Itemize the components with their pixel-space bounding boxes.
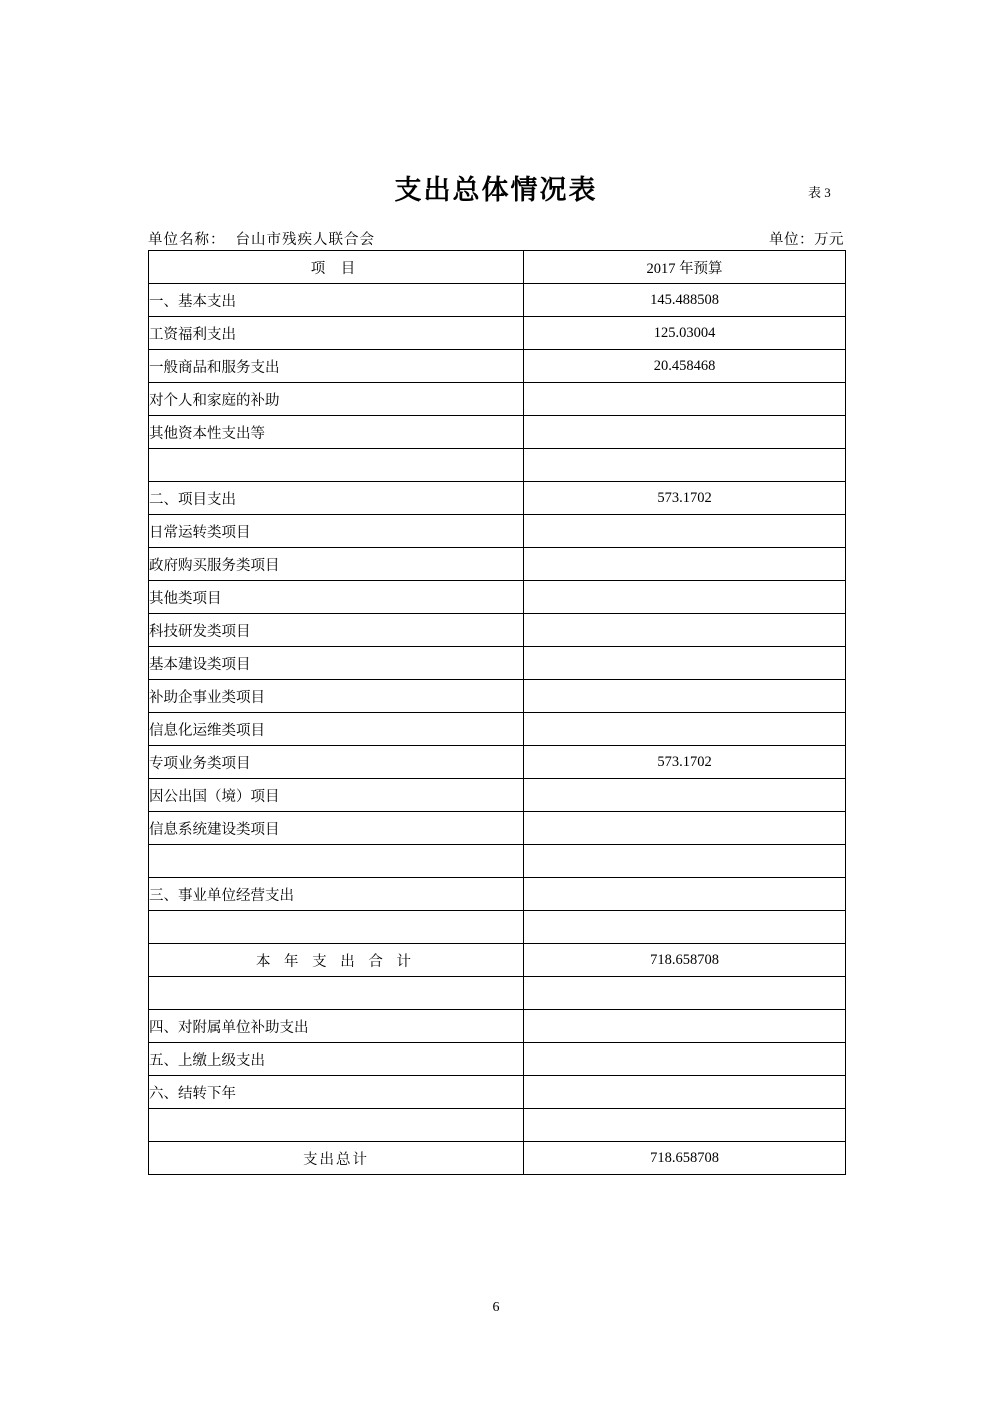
unit-name-label: 单位名称： <box>148 232 226 248</box>
table-row <box>149 416 846 449</box>
table-row <box>149 515 846 548</box>
title-row <box>0 168 992 207</box>
row-label: 补助企事业类项目 <box>149 680 524 713</box>
row-label: 对个人和家庭的补助 <box>149 383 524 416</box>
row-value <box>524 911 846 944</box>
table-row <box>149 1109 846 1142</box>
row-value <box>524 515 846 548</box>
table-row <box>149 977 846 1010</box>
row-label <box>149 1109 524 1142</box>
row-label: 基本建设类项目 <box>149 647 524 680</box>
row-value <box>524 812 846 845</box>
row-value: 573.1702 <box>524 746 846 779</box>
row-value <box>524 449 846 482</box>
row-label: 信息化运维类项目 <box>149 713 524 746</box>
table-row <box>149 350 846 383</box>
row-label: 日常运转类项目 <box>149 515 524 548</box>
table-row <box>149 1043 846 1076</box>
row-value: 573.1702 <box>524 482 846 515</box>
row-label: 科技研发类项目 <box>149 614 524 647</box>
table-row <box>149 1076 846 1109</box>
row-label: 五、上缴上级支出 <box>149 1043 524 1076</box>
row-label <box>149 977 524 1010</box>
row-value: 718.658708 <box>524 944 846 977</box>
row-label: 二、项目支出 <box>149 482 524 515</box>
row-label: 一般商品和服务支出 <box>149 350 524 383</box>
table-body <box>149 284 846 1175</box>
table-row <box>149 713 846 746</box>
row-label: 本 年 支 出 合 计 <box>149 944 524 977</box>
unit-name-value: 台山市残疾人联合会 <box>235 232 375 248</box>
row-value <box>524 416 846 449</box>
row-label: 政府购买服务类项目 <box>149 548 524 581</box>
row-label: 信息系统建设类项目 <box>149 812 524 845</box>
page-title: 支出总体情况表 <box>394 175 598 205</box>
table-header <box>149 251 846 284</box>
row-value <box>524 977 846 1010</box>
table-row <box>149 449 846 482</box>
table-row <box>149 383 846 416</box>
row-label: 其他资本性支出等 <box>149 416 524 449</box>
table-row <box>149 911 846 944</box>
row-value <box>524 383 846 416</box>
table-row <box>149 746 846 779</box>
row-label: 三、事业单位经营支出 <box>149 878 524 911</box>
unit-name-group <box>148 228 375 249</box>
row-value <box>524 1043 846 1076</box>
table-row <box>149 878 846 911</box>
row-label: 专项业务类项目 <box>149 746 524 779</box>
table-row <box>149 614 846 647</box>
table-row <box>149 1142 846 1175</box>
row-value <box>524 614 846 647</box>
row-label <box>149 449 524 482</box>
row-value <box>524 713 846 746</box>
table-row <box>149 284 846 317</box>
row-value <box>524 581 846 614</box>
row-label: 工资福利支出 <box>149 317 524 350</box>
row-value <box>524 1076 846 1109</box>
amount-unit-label: 单位：万元 <box>769 232 844 248</box>
table-header-row <box>149 251 846 284</box>
table-row <box>149 1010 846 1043</box>
table-row <box>149 812 846 845</box>
row-label: 支出总计 <box>149 1142 524 1175</box>
table-row <box>149 581 846 614</box>
row-value <box>524 845 846 878</box>
table-row <box>149 647 846 680</box>
row-label: 因公出国（境）项目 <box>149 779 524 812</box>
row-value <box>524 647 846 680</box>
column-header-budget: 2017 年预算 <box>524 251 846 284</box>
row-label: 一、基本支出 <box>149 284 524 317</box>
column-header-item: 项 目 <box>149 251 524 284</box>
row-label <box>149 911 524 944</box>
row-value <box>524 779 846 812</box>
row-value: 20.458468 <box>524 350 846 383</box>
table-number-label: 表 3 <box>808 185 831 200</box>
row-label: 六、结转下年 <box>149 1076 524 1109</box>
table-row <box>149 944 846 977</box>
row-value <box>524 1010 846 1043</box>
table-row <box>149 779 846 812</box>
table-row <box>149 548 846 581</box>
row-value: 125.03004 <box>524 317 846 350</box>
row-label: 四、对附属单位补助支出 <box>149 1010 524 1043</box>
table-row <box>149 317 846 350</box>
row-value <box>524 1109 846 1142</box>
row-value: 145.488508 <box>524 284 846 317</box>
row-label <box>149 845 524 878</box>
row-value: 718.658708 <box>524 1142 846 1175</box>
row-value <box>524 878 846 911</box>
table-row <box>149 482 846 515</box>
row-value <box>524 680 846 713</box>
expenditure-table <box>148 250 846 1175</box>
page-number: 6 <box>492 1300 500 1315</box>
table-row <box>149 845 846 878</box>
table-row <box>149 680 846 713</box>
row-value <box>524 548 846 581</box>
row-label: 其他类项目 <box>149 581 524 614</box>
meta-row <box>148 228 844 249</box>
